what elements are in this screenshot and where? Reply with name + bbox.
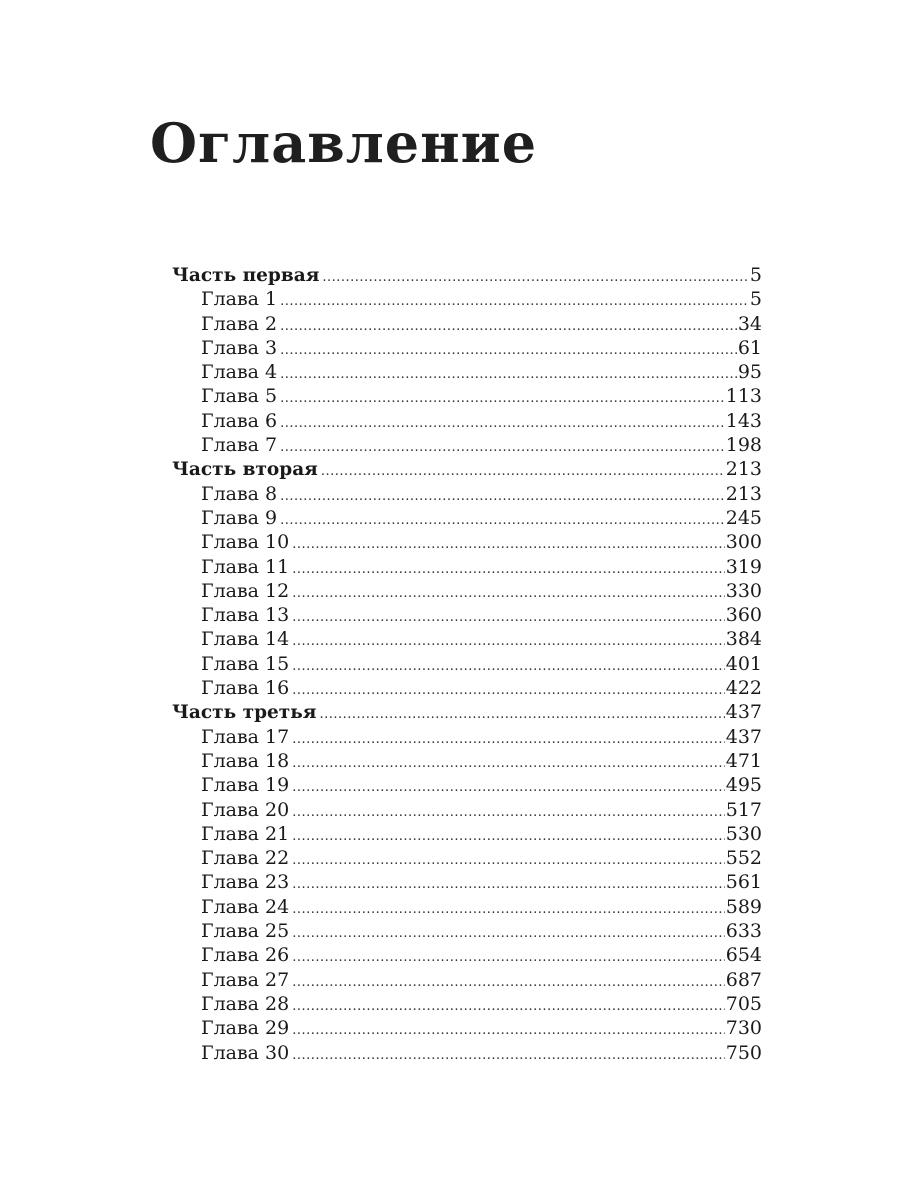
toc-chapter-label: Глава 26	[201, 944, 290, 967]
toc-page-number: 495	[725, 774, 762, 797]
toc-chapter-entry	[172, 798, 762, 822]
toc-chapter-label: Глава 9	[201, 506, 278, 529]
toc-chapter-entry	[172, 409, 762, 433]
toc-chapter-entry	[172, 433, 762, 457]
toc-page-number: 143	[725, 409, 762, 432]
toc-dot-leader	[292, 752, 725, 776]
toc-page-number: 330	[725, 579, 762, 602]
toc-chapter-entry	[172, 579, 762, 603]
toc-chapter-entry	[172, 822, 762, 846]
toc-chapter-entry	[172, 968, 762, 992]
toc-chapter-entry	[172, 895, 762, 919]
toc-dot-leader	[292, 582, 725, 606]
toc-page-number: 437	[725, 725, 762, 748]
toc-page-number: 95	[737, 361, 762, 384]
toc-page-number: 517	[725, 798, 762, 821]
toc-page-number: 34	[737, 312, 762, 335]
toc-chapter-entry	[172, 312, 762, 336]
toc-page-number: 384	[725, 628, 762, 651]
toc-dot-leader	[292, 776, 725, 800]
toc-dot-leader	[280, 412, 725, 436]
toc-chapter-entry	[172, 530, 762, 554]
toc-dot-leader	[292, 898, 725, 922]
toc-page-number: 530	[725, 822, 762, 845]
toc-chapter-label: Глава 20	[201, 798, 290, 821]
toc-chapter-entry	[172, 725, 762, 749]
toc-page-number: 5	[749, 288, 762, 311]
toc-chapter-entry	[172, 652, 762, 676]
toc-page-number: 61	[737, 336, 762, 359]
toc-dot-leader	[292, 679, 725, 703]
toc-chapter-label: Глава 8	[201, 482, 278, 505]
toc-chapter-label: Глава 14	[201, 628, 290, 651]
toc-dot-leader	[280, 315, 737, 339]
toc-chapter-entry	[172, 992, 762, 1016]
toc-chapter-label: Глава 27	[201, 968, 290, 991]
toc-dot-leader	[292, 971, 725, 995]
toc-part-entry	[172, 457, 762, 481]
toc-page-number: 113	[725, 385, 762, 408]
toc-dot-leader	[292, 946, 725, 970]
toc-chapter-label: Глава 18	[201, 749, 290, 772]
toc-page-number: 5	[749, 264, 762, 286]
toc-page-number: 245	[725, 506, 762, 529]
toc-dot-leader	[292, 606, 725, 630]
toc-chapter-label: Глава 3	[201, 336, 278, 359]
toc-dot-leader	[292, 801, 725, 825]
toc-page-number: 319	[725, 555, 762, 578]
toc-chapter-label: Глава 21	[201, 822, 290, 845]
toc-chapter-label: Глава 30	[201, 1041, 290, 1064]
toc-chapter-label: Глава 10	[201, 531, 290, 554]
toc-chapter-entry	[172, 846, 762, 870]
toc-page-number: 654	[725, 944, 762, 967]
toc-chapter-entry	[172, 919, 762, 943]
toc-dot-leader	[321, 460, 725, 484]
toc-chapter-label: Глава 4	[201, 361, 278, 384]
toc-dot-leader	[319, 703, 724, 727]
toc-page-number: 213	[725, 482, 762, 505]
toc-chapter-label: Глава 1	[201, 288, 278, 311]
toc-chapter-label: Глава 24	[201, 895, 290, 918]
toc-chapter-label: Глава 13	[201, 604, 290, 627]
toc-page-number: 422	[725, 677, 762, 700]
toc-dot-leader	[292, 655, 725, 679]
toc-page-number: 687	[725, 968, 762, 991]
toc-dot-leader	[292, 558, 725, 582]
table-of-contents	[172, 263, 762, 1065]
toc-part-label: Часть третья	[172, 702, 317, 724]
toc-part-entry	[172, 700, 762, 724]
toc-dot-leader	[292, 1019, 725, 1043]
toc-dot-leader	[280, 485, 725, 509]
toc-page-number: 300	[725, 531, 762, 554]
toc-chapter-entry	[172, 482, 762, 506]
toc-chapter-entry	[172, 555, 762, 579]
toc-chapter-entry	[172, 627, 762, 651]
toc-page-number: 401	[725, 652, 762, 675]
toc-page-number: 633	[725, 920, 762, 943]
toc-chapter-entry	[172, 360, 762, 384]
toc-part-entry	[172, 263, 762, 287]
toc-chapter-entry	[172, 676, 762, 700]
toc-page-number: 198	[725, 434, 762, 457]
toc-chapter-label: Глава 6	[201, 409, 278, 432]
toc-chapter-label: Глава 5	[201, 385, 278, 408]
toc-page-number: 589	[725, 895, 762, 918]
toc-dot-leader	[292, 825, 725, 849]
toc-chapter-label: Глава 23	[201, 871, 290, 894]
toc-page-number: 705	[725, 992, 762, 1015]
toc-part-label: Часть вторая	[172, 459, 318, 481]
toc-dot-leader	[292, 922, 725, 946]
toc-chapter-entry	[172, 749, 762, 773]
toc-chapter-entry	[172, 336, 762, 360]
toc-dot-leader	[280, 436, 725, 460]
toc-dot-leader	[292, 849, 725, 873]
toc-dot-leader	[280, 339, 737, 363]
toc-dot-leader	[292, 630, 725, 654]
toc-page-number: 750	[725, 1041, 762, 1064]
toc-dot-leader	[292, 873, 725, 897]
toc-page-number: 360	[725, 604, 762, 627]
toc-dot-leader	[280, 290, 749, 314]
toc-dot-leader	[292, 728, 725, 752]
toc-chapter-label: Глава 12	[201, 579, 290, 602]
toc-page-number: 561	[725, 871, 762, 894]
toc-chapter-entry	[172, 773, 762, 797]
toc-chapter-entry	[172, 506, 762, 530]
toc-chapter-label: Глава 15	[201, 652, 290, 675]
page-title: Оглавление	[150, 111, 538, 175]
toc-chapter-entry	[172, 943, 762, 967]
toc-page-number: 471	[725, 749, 762, 772]
toc-chapter-entry	[172, 287, 762, 311]
toc-dot-leader	[280, 363, 737, 387]
toc-chapter-label: Глава 16	[201, 677, 290, 700]
toc-chapter-label: Глава 28	[201, 992, 290, 1015]
toc-chapter-label: Глава 29	[201, 1017, 290, 1040]
toc-dot-leader	[322, 266, 749, 290]
toc-page-number: 552	[725, 847, 762, 870]
toc-chapter-label: Глава 22	[201, 847, 290, 870]
toc-chapter-label: Глава 2	[201, 312, 278, 335]
toc-chapter-entry	[172, 1041, 762, 1065]
toc-page-number: 437	[725, 701, 762, 724]
toc-dot-leader	[292, 1044, 725, 1068]
toc-chapter-label: Глава 7	[201, 434, 278, 457]
toc-dot-leader	[280, 509, 725, 533]
toc-chapter-entry	[172, 870, 762, 894]
toc-dot-leader	[292, 995, 725, 1019]
toc-dot-leader	[292, 533, 725, 557]
toc-chapter-label: Глава 17	[201, 725, 290, 748]
toc-chapter-entry	[172, 1016, 762, 1040]
toc-chapter-label: Глава 19	[201, 774, 290, 797]
toc-chapter-entry	[172, 603, 762, 627]
toc-page-number: 213	[725, 458, 762, 481]
toc-chapter-label: Глава 25	[201, 920, 290, 943]
toc-page-number: 730	[725, 1017, 762, 1040]
toc-chapter-label: Глава 11	[201, 555, 290, 578]
toc-chapter-entry	[172, 384, 762, 408]
toc-part-label: Часть первая	[172, 265, 320, 286]
toc-dot-leader	[280, 387, 725, 411]
